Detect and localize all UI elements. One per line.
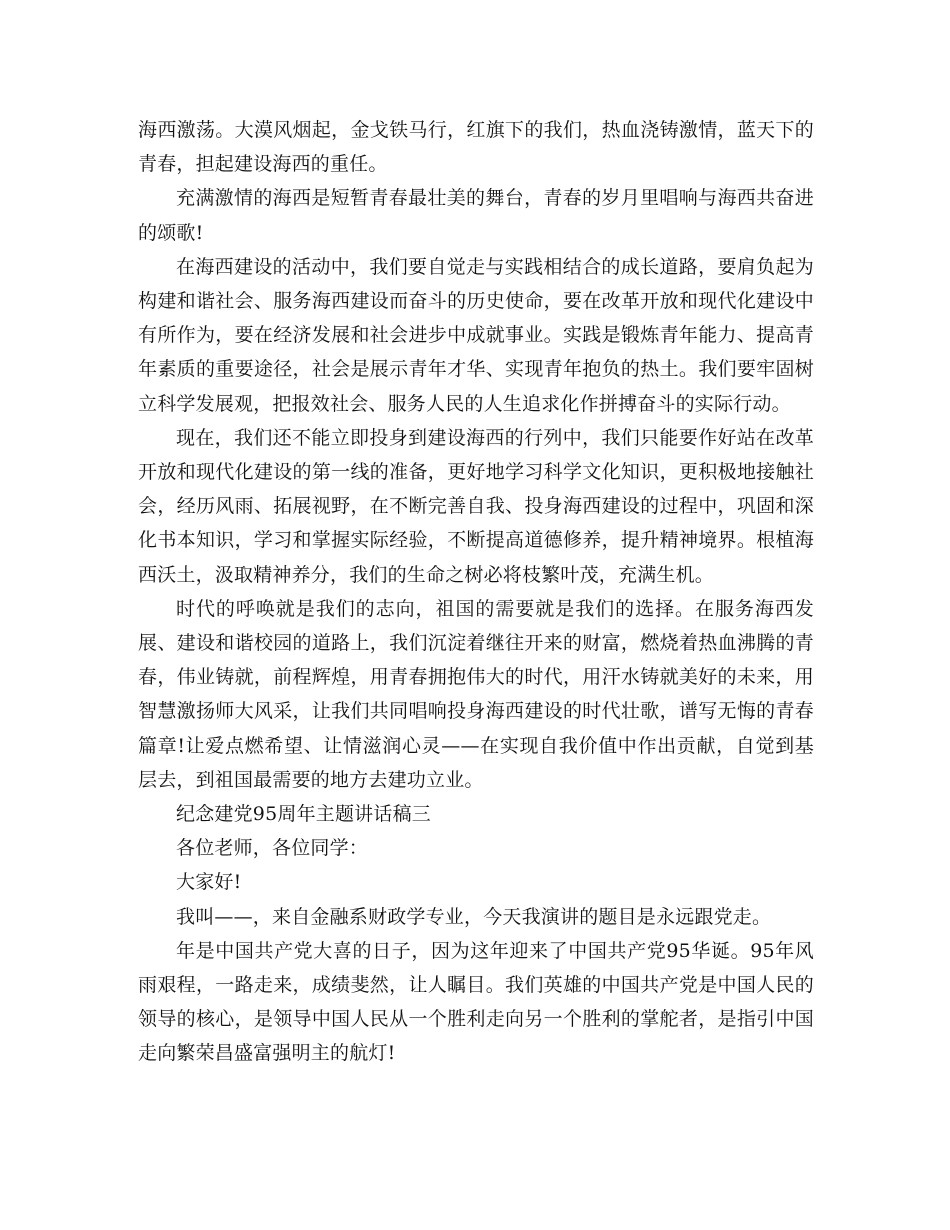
salutation: 各位老师，各位同学： (176, 837, 369, 860)
document-body (138, 113, 814, 1071)
paragraph: 年是中国共产党大喜的日子，因为这年迎来了中国共产党95华诞。95年风雨艰程，一路走来，成绩斐然，让人瞩目。我们英雄的中国共产党是中国人民的领导的核心，是领导中国人民从一个胜利走向另一个胜利的掌舵者，是指引中国走向繁荣昌盛富强明主的航灯! (138, 939, 814, 1065)
paragraph: 时代的呼唤就是我们的志向，祖国的需要就是我们的选择。在服务海西发展、建设和谐校园的道路上，我们沉淀着继往开来的财富，燃烧着热血沸腾的青春，伟业铸就，前程辉煌，用青春拥抱伟大的时代，用汗水铸就美好的未来，用智慧激扬师大风采，让我们共同唱响投身海西建设的时代壮歌，谱写无悔的青春篇章!让爱点燃希望、让情滋润心灵——在实现自我价值中作出贡献，自觉到基层去，到祖国最需要的地方去建功立业。 (138, 597, 814, 791)
section-title: 纪念建党95周年主题讲话稿三 (176, 803, 431, 826)
paragraph-continuation: 海西激荡。大漠风烟起，金戈铁马行，红旗下的我们，热血浇铸激情，蓝天下的青春，担起建设海西的重任。 (138, 119, 814, 176)
paragraph: 现在，我们还不能立即投身到建设海西的行列中，我们只能要作好站在改革开放和现代化建设的第一线的准备，更好地学习科学文化知识，更积极地接触社会，经历风雨、拓展视野，在不断完善自我、投身海西建设的过程中，巩固和深化书本知识，学习和掌握实际经验，不断提高道德修养，提升精神境界。根植海西沃土，汲取精神养分，我们的生命之树必将枝繁叶茂，充满生机。 (138, 426, 814, 586)
paragraph: 在海西建设的活动中，我们要自觉走与实践相结合的成长道路，要肩负起为构建和谐社会、服务海西建设而奋斗的历史使命，要在改革开放和现代化建设中有所作为，要在经济发展和社会进步中成就事业。实践是锻炼青年能力、提高青年素质的重要途径，社会是展示青年才华、实现青年抱负的热土。我们要牢固树立科学发展观，把报效社会、服务人民的人生追求化作拼搏奋斗的实际行动。 (138, 255, 814, 415)
paragraph: 充满激情的海西是短暂青春最壮美的舞台，青春的岁月里唱响与海西共奋进的颂歌! (138, 187, 814, 244)
greeting: 大家好! (176, 871, 242, 894)
paragraph: 我叫——，来自金融系财政学专业，今天我演讲的题目是永远跟党走。 (176, 905, 772, 928)
